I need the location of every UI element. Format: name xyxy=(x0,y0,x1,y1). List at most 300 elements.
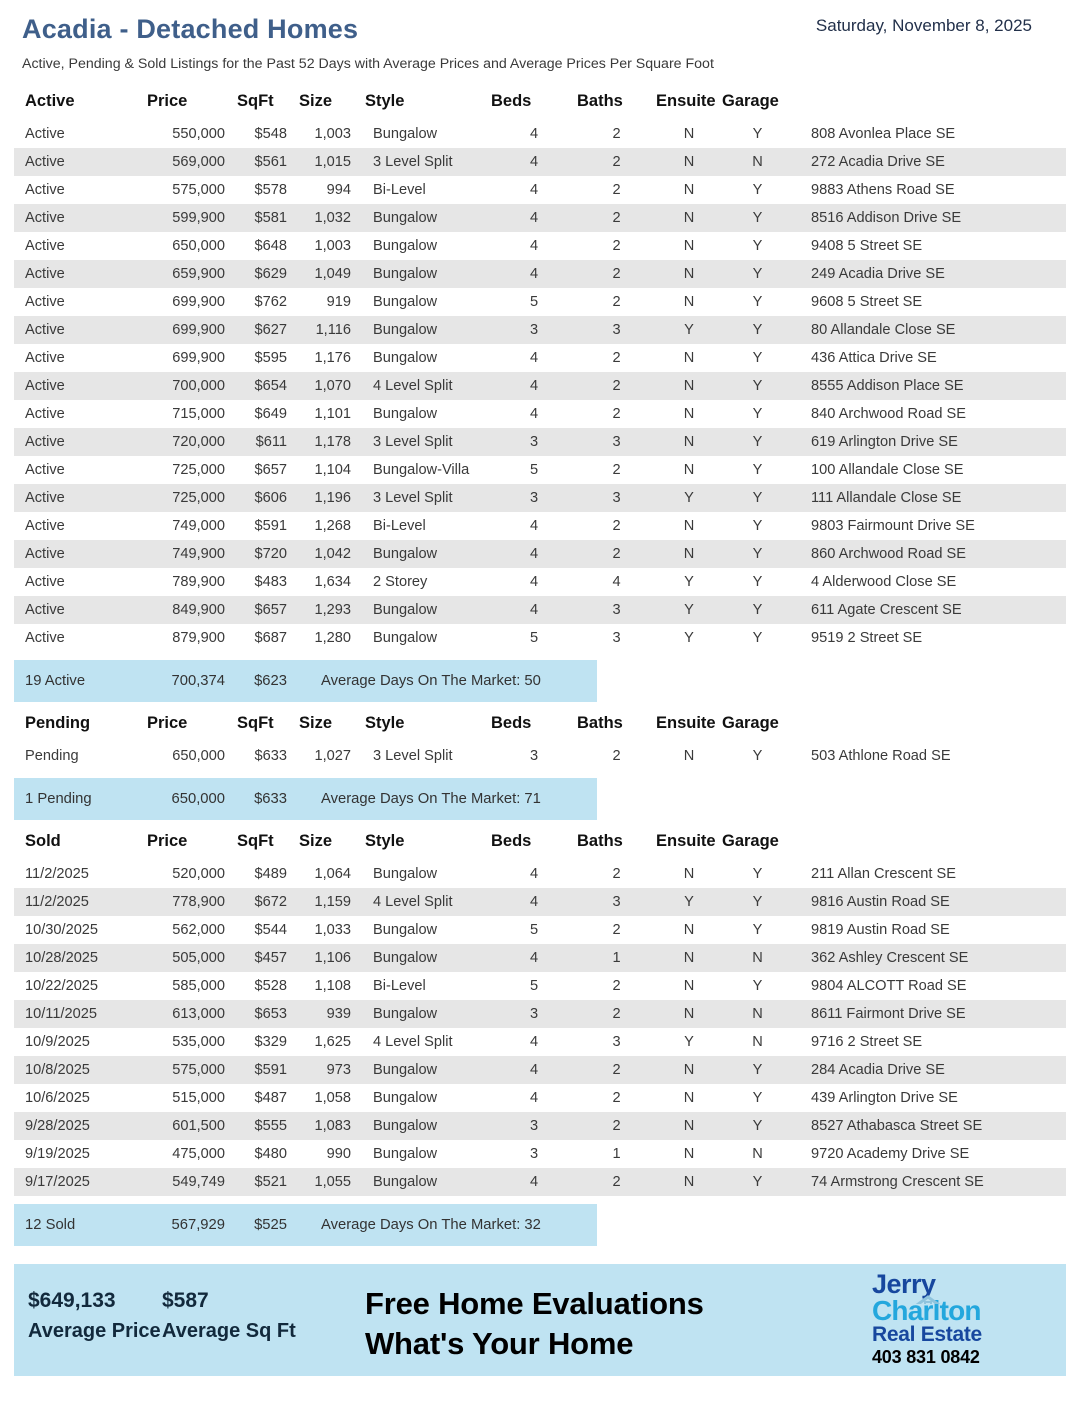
cell-baths: 2 xyxy=(612,350,621,366)
active-section xyxy=(0,86,1080,702)
cell-style: Bungalow xyxy=(373,126,438,142)
cell-price: 515,000 xyxy=(172,1090,225,1106)
table-row[interactable] xyxy=(14,860,1066,888)
cell-style: 4 Level Split xyxy=(373,1034,453,1050)
column-header-price: Price xyxy=(147,92,188,110)
cell-address: 80 Allandale Close SE xyxy=(793,316,1066,344)
cell-beds: 4 xyxy=(491,1168,577,1196)
table-row[interactable] xyxy=(14,1056,1066,1084)
cell-style: Bungalow xyxy=(365,596,491,624)
cell-size: 1,058 xyxy=(314,1090,351,1106)
sold-summary-days-on-market: Average Days On The Market: 32 xyxy=(321,1217,541,1233)
cell-style: Bungalow xyxy=(373,350,438,366)
cell-garage: Y xyxy=(752,978,763,994)
cell-status: 11/2/2025 xyxy=(14,888,147,916)
cta-line-2: What's Your Home xyxy=(365,1326,634,1361)
cell-address: 9883 Athens Road SE xyxy=(811,182,955,198)
cell-garage: Y xyxy=(722,888,793,916)
cell-garage: Y xyxy=(752,574,763,590)
cell-status: Pending xyxy=(25,748,79,764)
column-header-garage: Garage xyxy=(722,832,779,850)
column-header-size: Size xyxy=(299,832,333,850)
table-row[interactable] xyxy=(14,944,1066,972)
table-row[interactable] xyxy=(14,484,1066,512)
column-header-size: Size xyxy=(299,714,333,732)
cell-beds: 5 xyxy=(529,630,539,646)
cell-style: Bungalow xyxy=(365,204,491,232)
cell-sqft: $648 xyxy=(254,238,287,254)
cell-status: Active xyxy=(14,148,147,176)
cell-status: Active xyxy=(14,484,147,512)
cell-baths: 2 xyxy=(612,1090,621,1106)
cell-price: 549,749 xyxy=(147,1168,237,1196)
cell-address: 8527 Athabasca Street SE xyxy=(793,1112,1066,1140)
cell-sqft: $611 xyxy=(237,428,299,456)
cell-style: Bungalow-Villa xyxy=(373,462,470,478)
cta-line-1: Free Home Evaluations xyxy=(365,1286,704,1321)
cell-ensuite: N xyxy=(656,428,722,456)
cell-beds: 3 xyxy=(491,316,577,344)
cell-ensuite: Y xyxy=(684,630,694,646)
cell-size: 1,015 xyxy=(299,148,365,176)
cell-sqft: $489 xyxy=(254,866,287,882)
cell-style: Bungalow xyxy=(365,316,491,344)
cell-size: 1,101 xyxy=(314,406,351,422)
cell-garage: Y xyxy=(752,630,763,646)
column-header-status: Sold xyxy=(25,832,61,850)
cell-baths: 2 xyxy=(577,540,656,568)
cell-price: 505,000 xyxy=(147,944,237,972)
cell-price: 699,900 xyxy=(172,294,225,310)
cell-status: 10/11/2025 xyxy=(14,1000,147,1028)
cell-size: 1,104 xyxy=(314,462,351,478)
cell-price: 562,000 xyxy=(172,922,225,938)
table-row[interactable] xyxy=(14,972,1066,1000)
cell-address: 100 Allandale Close SE xyxy=(811,462,964,478)
cell-style: Bungalow xyxy=(373,922,438,938)
column-header-garage: Garage xyxy=(722,92,779,110)
cell-sqft: $720 xyxy=(237,540,299,568)
brokerage-logo xyxy=(872,1269,1022,1368)
cell-sqft: $487 xyxy=(254,1090,287,1106)
cell-ensuite: N xyxy=(683,182,695,198)
column-header-garage: Garage xyxy=(722,714,779,732)
logo-last-name xyxy=(872,1297,1022,1324)
cell-ensuite: N xyxy=(683,1090,695,1106)
logo-first-name: Jerry xyxy=(872,1269,936,1299)
cell-ensuite: N xyxy=(683,518,695,534)
cell-size: 1,178 xyxy=(299,428,365,456)
cell-ensuite: N xyxy=(683,406,695,422)
cell-size: 1,176 xyxy=(314,350,351,366)
cell-garage: N xyxy=(752,1034,763,1050)
cell-beds: 5 xyxy=(529,294,539,310)
cell-price: 699,900 xyxy=(172,350,225,366)
cell-status: Active xyxy=(25,126,65,142)
cell-beds: 3 xyxy=(529,1146,539,1162)
cell-status: Active xyxy=(14,372,147,400)
column-header-style: Style xyxy=(365,92,405,110)
column-header-baths: Baths xyxy=(577,714,623,732)
cell-baths: 2 xyxy=(577,1000,656,1028)
cell-ensuite: N xyxy=(656,1168,722,1196)
cell-address: 9608 5 Street SE xyxy=(811,294,923,310)
cell-price: 650,000 xyxy=(172,238,225,254)
logo-last-name-text: Charlton xyxy=(872,1295,981,1326)
cell-beds: 4 xyxy=(529,1034,539,1050)
column-header-sqft: SqFt xyxy=(237,714,274,732)
cell-price: 520,000 xyxy=(172,866,225,882)
pending-summary-sqft: $633 xyxy=(254,791,287,807)
active-listings-table xyxy=(14,86,1066,652)
column-header-baths: Baths xyxy=(577,92,623,110)
cell-beds: 4 xyxy=(491,1056,577,1084)
report-date: Saturday, November 8, 2025 xyxy=(815,16,1032,35)
cell-baths: 2 xyxy=(577,148,656,176)
cell-size: 1,049 xyxy=(299,260,365,288)
cell-beds: 4 xyxy=(529,350,539,366)
cell-garage: Y xyxy=(722,484,793,512)
cell-address: 249 Acadia Drive SE xyxy=(793,260,1066,288)
cell-beds: 3 xyxy=(491,1000,577,1028)
cell-style: Bungalow xyxy=(373,406,438,422)
cell-status: 11/2/2025 xyxy=(25,866,89,882)
cell-size: 1,042 xyxy=(299,540,365,568)
cell-status: 10/28/2025 xyxy=(14,944,147,972)
cell-beds: 5 xyxy=(529,922,539,938)
cell-price: 789,900 xyxy=(172,574,225,590)
cell-garage: Y xyxy=(722,540,793,568)
cell-sqft: $578 xyxy=(254,182,287,198)
cell-status: Active xyxy=(25,518,65,534)
footer-average-price-label: Average Price xyxy=(28,1320,161,1342)
cell-garage: N xyxy=(722,944,793,972)
cell-ensuite: N xyxy=(683,350,695,366)
cell-baths: 2 xyxy=(612,922,621,938)
cell-price: 599,900 xyxy=(147,204,237,232)
cell-style: Bi-Level xyxy=(373,518,426,534)
cell-beds: 5 xyxy=(529,462,539,478)
cell-sqft: $548 xyxy=(254,126,287,142)
table-row[interactable] xyxy=(14,1140,1066,1168)
pending-summary-bar xyxy=(14,778,597,820)
table-row[interactable] xyxy=(14,428,1066,456)
footer-call-to-action xyxy=(365,1264,704,1364)
cell-sqft: $654 xyxy=(237,372,299,400)
cell-ensuite: N xyxy=(656,260,722,288)
cell-sqft: $521 xyxy=(237,1168,299,1196)
cell-beds: 4 xyxy=(529,126,539,142)
cell-style: Bungalow xyxy=(373,630,438,646)
active-summary-bar xyxy=(14,660,597,702)
footer-average-sqft-block xyxy=(162,1264,357,1346)
cell-size: 1,106 xyxy=(299,944,365,972)
sold-summary-sqft: $525 xyxy=(254,1217,287,1233)
cell-garage: N xyxy=(752,1146,763,1162)
cell-baths: 2 xyxy=(612,978,621,994)
footer-average-sqft-label: Average Sq Ft xyxy=(162,1320,296,1342)
cell-baths: 2 xyxy=(612,748,621,764)
cell-ensuite: N xyxy=(656,540,722,568)
cell-baths: 2 xyxy=(612,126,621,142)
cell-baths: 2 xyxy=(577,1112,656,1140)
column-header-size: Size xyxy=(299,92,333,110)
cell-baths: 2 xyxy=(612,182,621,198)
column-header-sqft: SqFt xyxy=(237,92,274,110)
cell-status: 10/8/2025 xyxy=(14,1056,147,1084)
cell-sqft: $672 xyxy=(237,888,299,916)
page-title: Acadia - Detached Homes xyxy=(22,14,359,44)
cell-sqft: $591 xyxy=(254,518,287,534)
cell-style: Bungalow xyxy=(365,1000,491,1028)
cell-price: 585,000 xyxy=(172,978,225,994)
cell-ensuite: N xyxy=(656,944,722,972)
cell-baths: 2 xyxy=(612,294,621,310)
table-row[interactable] xyxy=(14,288,1066,316)
cell-baths: 3 xyxy=(577,888,656,916)
cell-size: 1,055 xyxy=(299,1168,365,1196)
table-row[interactable] xyxy=(14,742,1066,770)
column-header-address xyxy=(793,826,1066,860)
cell-status: Active xyxy=(25,406,65,422)
table-row[interactable] xyxy=(14,568,1066,596)
cell-garage: N xyxy=(722,148,793,176)
cell-sqft: $653 xyxy=(237,1000,299,1028)
cell-address: 111 Allandale Close SE xyxy=(793,484,1066,512)
cell-sqft: $480 xyxy=(254,1146,287,1162)
cell-style: Bungalow xyxy=(373,1146,438,1162)
sold-listings-table xyxy=(14,826,1066,1196)
cell-baths: 2 xyxy=(612,866,621,882)
cell-style: Bungalow xyxy=(373,866,438,882)
cell-address: 840 Archwood Road SE xyxy=(811,406,966,422)
cell-ensuite: N xyxy=(683,866,695,882)
table-row[interactable] xyxy=(14,372,1066,400)
table-row[interactable] xyxy=(14,888,1066,916)
cell-price: 725,000 xyxy=(172,462,225,478)
table-row[interactable] xyxy=(14,120,1066,148)
cell-price: 575,000 xyxy=(172,182,225,198)
cell-garage: Y xyxy=(722,1112,793,1140)
table-row[interactable] xyxy=(14,232,1066,260)
column-header-ensuite: Ensuite xyxy=(656,714,716,732)
cell-ensuite: N xyxy=(683,238,695,254)
cell-status: Active xyxy=(25,182,65,198)
footer-banner xyxy=(14,1264,1066,1376)
cell-ensuite: N xyxy=(656,372,722,400)
cell-size: 1,116 xyxy=(299,316,365,344)
table-row[interactable] xyxy=(14,916,1066,944)
cell-style: 3 Level Split xyxy=(365,148,491,176)
column-header-status: Pending xyxy=(25,714,91,732)
cell-style: 2 Storey xyxy=(373,574,428,590)
cell-garage: Y xyxy=(752,294,763,310)
cell-ensuite: Y xyxy=(684,1034,694,1050)
cell-price: 720,000 xyxy=(147,428,237,456)
cell-sqft: $657 xyxy=(237,596,299,624)
cell-price: 550,000 xyxy=(172,126,225,142)
column-header-ensuite: Ensuite xyxy=(656,92,716,110)
cell-style: Bungalow xyxy=(365,1112,491,1140)
cell-style: Bungalow xyxy=(365,1056,491,1084)
cell-ensuite: N xyxy=(683,922,695,938)
cell-style: Bi-Level xyxy=(373,182,426,198)
cell-beds: 4 xyxy=(529,406,539,422)
cell-ensuite: N xyxy=(656,204,722,232)
cell-size: 1,003 xyxy=(314,238,351,254)
cell-garage: Y xyxy=(752,126,763,142)
cell-address: 8611 Fairmont Drive SE xyxy=(793,1000,1066,1028)
cell-status: Active xyxy=(25,462,65,478)
table-header-row xyxy=(14,86,1066,120)
cell-baths: 3 xyxy=(612,630,621,646)
table-row[interactable] xyxy=(14,400,1066,428)
cell-sqft: $483 xyxy=(254,574,287,590)
cell-price: 700,000 xyxy=(147,372,237,400)
cell-address: 436 Attica Drive SE xyxy=(811,350,937,366)
cell-baths: 2 xyxy=(577,260,656,288)
cell-sqft: $595 xyxy=(254,350,287,366)
column-header-address xyxy=(793,708,1066,742)
table-row[interactable] xyxy=(14,204,1066,232)
footer-average-price-block xyxy=(28,1264,162,1346)
table-row[interactable] xyxy=(14,316,1066,344)
table-row[interactable] xyxy=(14,1028,1066,1056)
pending-summary-price: 650,000 xyxy=(171,791,225,807)
cell-price: 475,000 xyxy=(172,1146,225,1162)
cell-baths: 2 xyxy=(577,1056,656,1084)
cell-status: Active xyxy=(14,428,147,456)
cell-beds: 3 xyxy=(529,748,539,764)
table-row[interactable] xyxy=(14,260,1066,288)
cell-address: 860 Archwood Road SE xyxy=(793,540,1066,568)
table-row[interactable] xyxy=(14,512,1066,540)
table-row[interactable] xyxy=(14,1168,1066,1196)
table-row[interactable] xyxy=(14,1084,1066,1112)
cell-garage: Y xyxy=(752,922,763,938)
cell-status: 10/30/2025 xyxy=(25,922,99,938)
cell-address: 9720 Academy Drive SE xyxy=(811,1146,970,1162)
cell-beds: 4 xyxy=(491,260,577,288)
cell-baths: 1 xyxy=(577,944,656,972)
cell-garage: Y xyxy=(722,428,793,456)
table-row[interactable] xyxy=(14,1000,1066,1028)
table-row[interactable] xyxy=(14,624,1066,652)
active-summary-days-on-market: Average Days On The Market: 50 xyxy=(321,673,541,689)
cell-address: 74 Armstrong Crescent SE xyxy=(793,1168,1066,1196)
table-row[interactable] xyxy=(14,596,1066,624)
cell-baths: 1 xyxy=(612,1146,621,1162)
cell-status: Active xyxy=(25,350,65,366)
cell-sqft: $555 xyxy=(237,1112,299,1140)
column-header-status: Active xyxy=(25,92,75,110)
cell-status: 10/22/2025 xyxy=(25,978,99,994)
pending-summary-days-on-market: Average Days On The Market: 71 xyxy=(321,791,541,807)
cell-beds: 4 xyxy=(529,1090,539,1106)
cell-beds: 5 xyxy=(529,978,539,994)
cell-style: Bungalow xyxy=(365,944,491,972)
cell-price: 749,000 xyxy=(172,518,225,534)
cell-status: 9/28/2025 xyxy=(14,1112,147,1140)
cell-beds: 4 xyxy=(529,866,539,882)
cell-status: Active xyxy=(14,540,147,568)
cell-size: 1,108 xyxy=(314,978,351,994)
cell-address: 8516 Addison Drive SE xyxy=(793,204,1066,232)
cell-size: 1,064 xyxy=(314,866,351,882)
cell-status: Active xyxy=(14,260,147,288)
cell-status: Active xyxy=(25,294,65,310)
cell-style: Bungalow xyxy=(365,540,491,568)
cell-status: Active xyxy=(14,596,147,624)
cell-sqft: $687 xyxy=(254,630,287,646)
table-row[interactable] xyxy=(14,176,1066,204)
table-row[interactable] xyxy=(14,456,1066,484)
cell-style: Bungalow xyxy=(373,294,438,310)
cell-size: 1,280 xyxy=(314,630,351,646)
cell-status: 9/17/2025 xyxy=(14,1168,147,1196)
cell-garage: Y xyxy=(722,260,793,288)
table-row[interactable] xyxy=(14,540,1066,568)
cell-status: Active xyxy=(14,204,147,232)
cell-address: 4 Alderwood Close SE xyxy=(811,574,957,590)
table-row[interactable] xyxy=(14,344,1066,372)
cell-baths: 2 xyxy=(612,462,621,478)
cell-sqft: $457 xyxy=(237,944,299,972)
cell-baths: 3 xyxy=(577,316,656,344)
column-header-sqft: SqFt xyxy=(237,832,274,850)
cell-size: 990 xyxy=(326,1146,351,1162)
active-summary-price: 700,374 xyxy=(171,673,225,689)
cell-price: 650,000 xyxy=(172,748,225,764)
cell-size: 1,032 xyxy=(299,204,365,232)
cell-garage: Y xyxy=(752,518,763,534)
table-row[interactable] xyxy=(14,1112,1066,1140)
cell-address: 9716 2 Street SE xyxy=(811,1034,923,1050)
cell-baths: 3 xyxy=(612,1034,621,1050)
cell-garage: Y xyxy=(722,596,793,624)
cell-style: 3 Level Split xyxy=(365,484,491,512)
cell-style: 3 Level Split xyxy=(373,748,453,764)
cell-baths: 3 xyxy=(577,428,656,456)
report-subtitle: Active, Pending & Sold Listings for the Past 52 Days with Average Prices and Average Prices Per Square Foot xyxy=(22,56,714,72)
cell-address: 619 Arlington Drive SE xyxy=(793,428,1066,456)
column-header-beds: Beds xyxy=(491,832,532,850)
sold-summary-price: 567,929 xyxy=(171,1217,225,1233)
cell-size: 919 xyxy=(326,294,351,310)
cell-status: 10/6/2025 xyxy=(25,1090,90,1106)
column-header-beds: Beds xyxy=(491,92,532,110)
column-header-baths: Baths xyxy=(577,832,623,850)
cell-sqft: $657 xyxy=(254,462,287,478)
cell-address: 284 Acadia Drive SE xyxy=(793,1056,1066,1084)
cell-size: 1,003 xyxy=(314,126,351,142)
cell-price: 849,900 xyxy=(147,596,237,624)
cell-ensuite: N xyxy=(683,462,695,478)
column-header-ensuite: Ensuite xyxy=(656,832,716,850)
cell-address: 9804 ALCOTT Road SE xyxy=(811,978,967,994)
cell-beds: 3 xyxy=(491,1112,577,1140)
table-row[interactable] xyxy=(14,148,1066,176)
table-header-row xyxy=(14,826,1066,860)
cell-beds: 4 xyxy=(491,148,577,176)
cell-style: Bi-Level xyxy=(373,978,426,994)
cell-baths: 2 xyxy=(577,1168,656,1196)
sold-summary-count: 12 Sold xyxy=(25,1217,76,1233)
cell-price: 725,000 xyxy=(147,484,237,512)
cell-beds: 4 xyxy=(529,238,539,254)
cell-garage: Y xyxy=(722,1056,793,1084)
cell-garage: Y xyxy=(752,462,763,478)
